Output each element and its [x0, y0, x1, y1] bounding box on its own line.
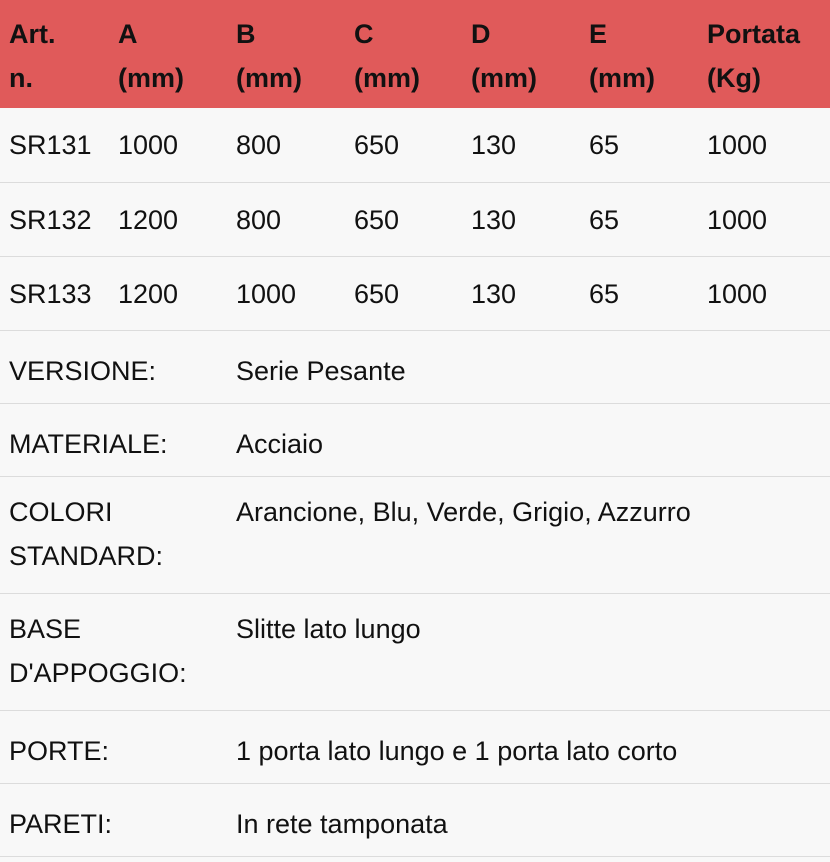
spec-row-colori-standard	[0, 476, 830, 593]
spec-label: VERSIONE:	[9, 355, 157, 386]
cell-c: 650	[354, 204, 400, 235]
spec-value: 1 porta lato lungo e 1 porta lato corto	[236, 735, 678, 766]
cell-d: 130	[471, 204, 517, 235]
header-e: E (mm)	[589, 19, 655, 93]
spec-row-materiale	[0, 403, 830, 476]
spec-value: Arancione, Blu, Verde, Grigio, Azzurro	[236, 496, 691, 527]
cell-b: 800	[236, 130, 282, 160]
cell-art-no: SR132	[9, 204, 92, 235]
header-row	[0, 0, 830, 108]
spec-label: PORTE:	[9, 735, 110, 766]
spec-value: Serie Pesante	[236, 355, 406, 386]
cell-portata: 1000	[707, 204, 768, 235]
table-row	[0, 182, 830, 256]
cell-art-no: SR131	[9, 130, 92, 160]
cell-e: 65	[589, 204, 620, 235]
cell-d: 130	[471, 278, 517, 309]
header-portata: Portata (Kg)	[707, 19, 801, 93]
spec-value: Slitte lato lungo	[236, 613, 421, 644]
cell-c: 650	[354, 130, 400, 160]
spec-value: In rete tamponata	[236, 808, 448, 839]
spec-label: COLORI STANDARD:	[9, 496, 164, 571]
cell-d: 130	[471, 130, 517, 160]
header-art-no: Art. n.	[9, 19, 56, 93]
table-row	[0, 256, 830, 330]
cell-e: 65	[589, 278, 620, 309]
spec-label: PARETI:	[9, 808, 113, 839]
table-body	[0, 108, 830, 856]
spec-row-base-appoggio	[0, 593, 830, 710]
spec-row-porte	[0, 710, 830, 783]
spec-row-versione	[0, 330, 830, 403]
cell-portata: 1000	[707, 130, 768, 160]
table-header	[0, 0, 830, 108]
cell-a: 1000	[118, 130, 179, 160]
cell-a: 1200	[118, 278, 179, 309]
header-a: A (mm)	[118, 19, 184, 93]
cell-e: 65	[589, 130, 620, 160]
spec-label: MATERIALE:	[9, 428, 168, 459]
header-c: C (mm)	[354, 19, 420, 93]
header-b: B (mm)	[236, 19, 302, 93]
spec-value: Acciaio	[236, 428, 324, 459]
cell-portata: 1000	[707, 278, 768, 309]
cell-b: 800	[236, 204, 282, 235]
spec-row-pareti	[0, 783, 830, 856]
cell-b: 1000	[236, 278, 297, 309]
table-row	[0, 108, 830, 182]
header-d: D (mm)	[471, 19, 537, 93]
cell-c: 650	[354, 278, 400, 309]
cell-a: 1200	[118, 204, 179, 235]
spec-label: BASE D'APPOGGIO:	[9, 613, 187, 688]
cell-art-no: SR133	[9, 278, 92, 309]
